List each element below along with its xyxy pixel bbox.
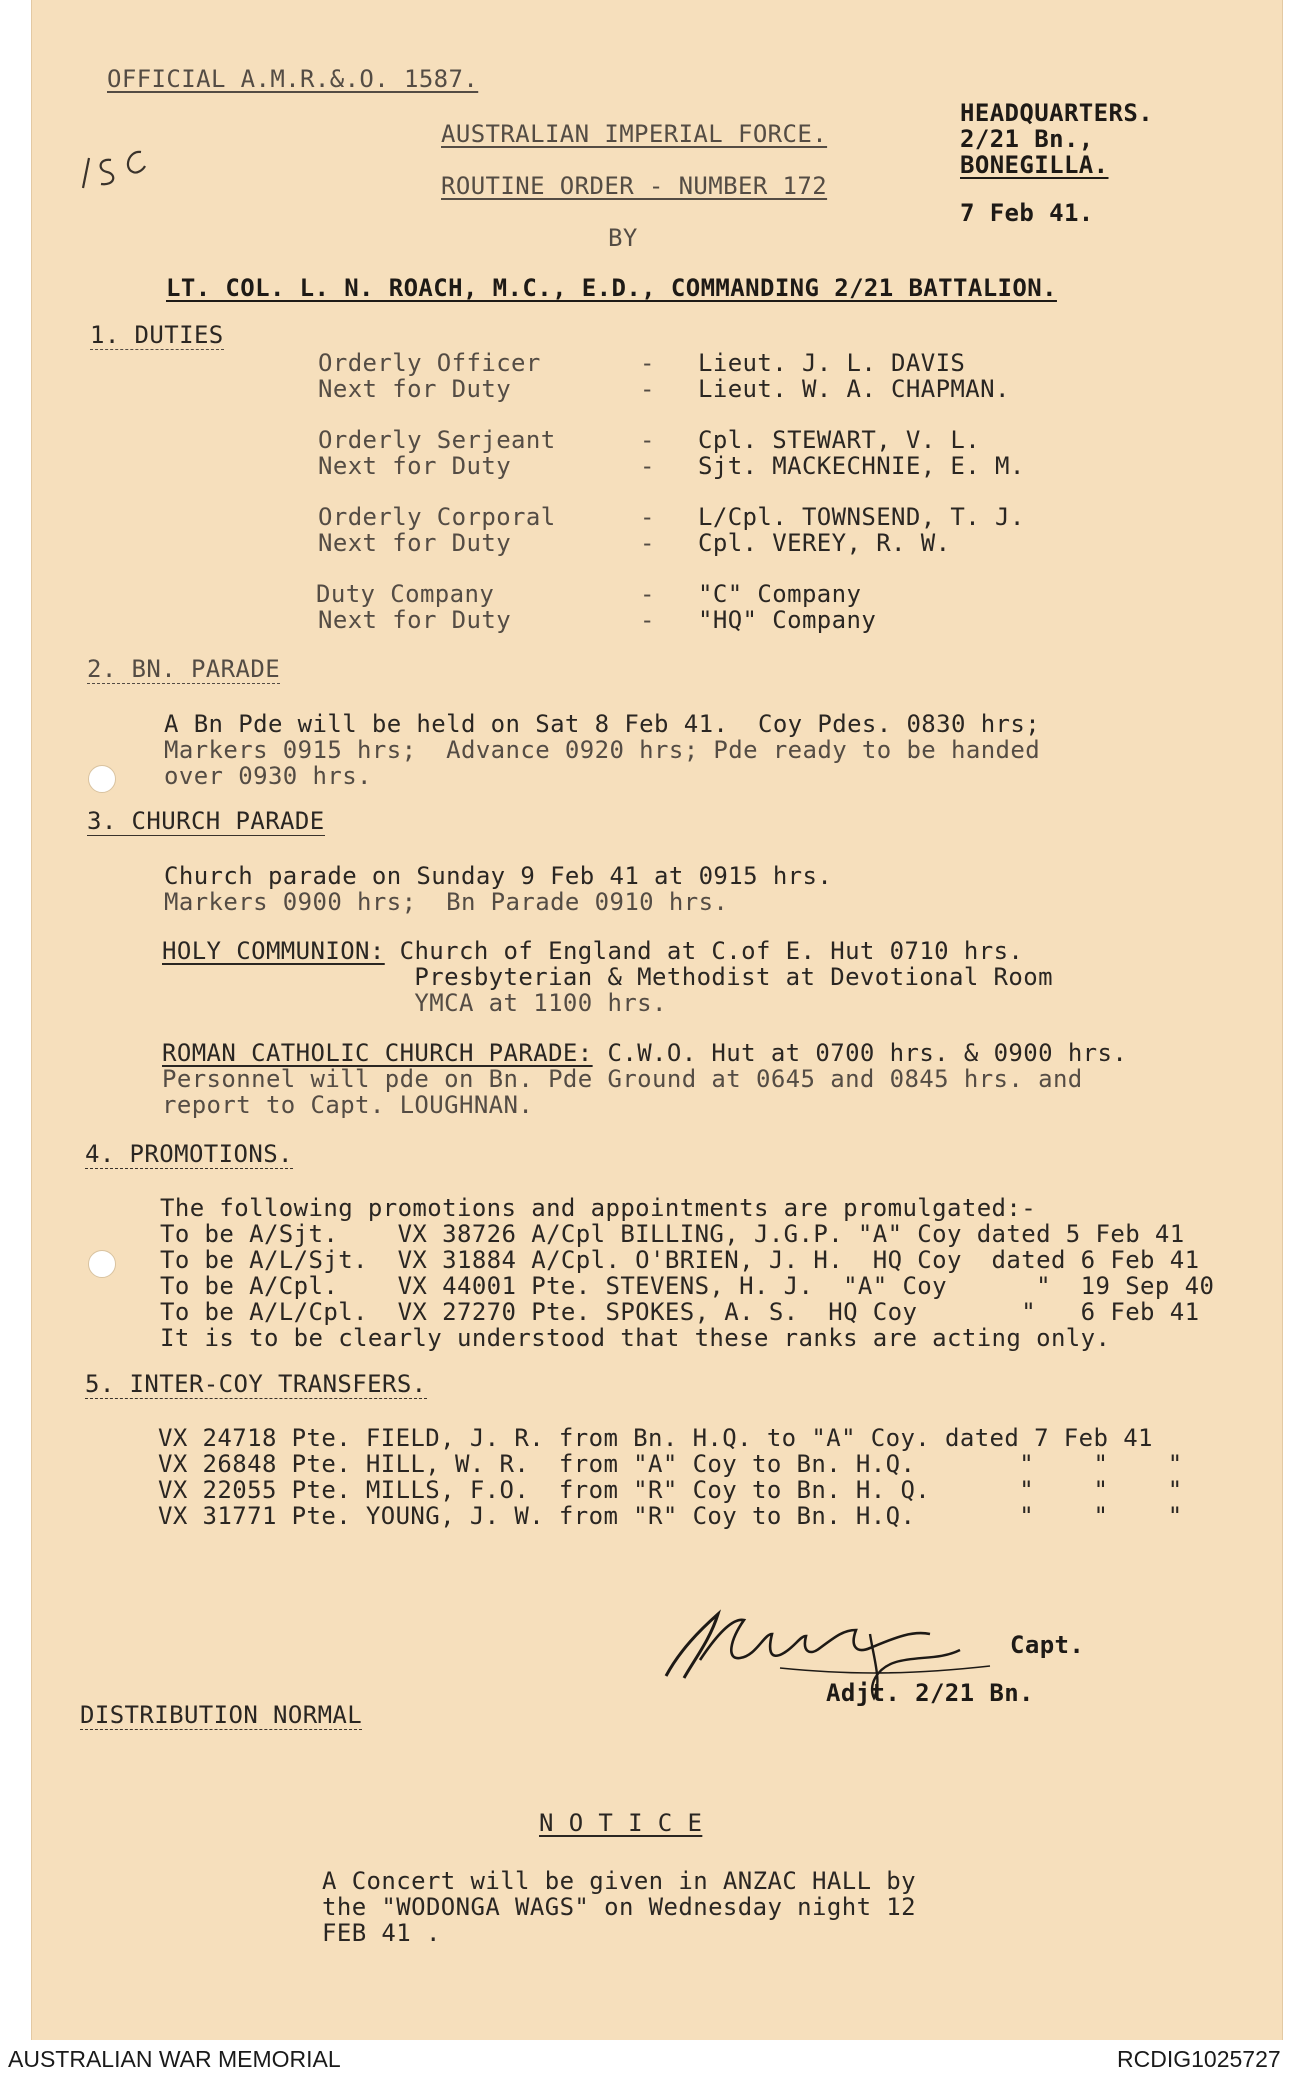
transfer-line: VX 22055 Pte. MILLS, F.O. from "R" Coy to Bn. H. Q. " " " (158, 1476, 1183, 1504)
duty-role: Next for Duty (318, 375, 512, 403)
footer-id: RCDIG1025727 (1117, 2046, 1281, 2072)
duty-role: Next for Duty (318, 606, 512, 634)
rc-parade-line: Personnel will pde on Bn. Pde Ground at 0645 and 0845 hrs. and (162, 1065, 1083, 1093)
duty-name: "HQ" Company (698, 606, 877, 634)
duty-dash: - (640, 580, 655, 608)
duty-role: Next for Duty (318, 529, 512, 557)
duty-dash: - (640, 529, 655, 557)
duties-heading-text: 1. DUTIES (90, 321, 224, 349)
distribution-line (80, 1702, 362, 1728)
promotions-line: To be A/L/Cpl. VX 27270 Pte. SPOKES, A. S. HQ Coy " 6 Feb 41 (160, 1298, 1200, 1326)
signature-rank: Capt. (1010, 1631, 1085, 1659)
duty-dash: - (640, 375, 655, 403)
distribution-text: DISTRIBUTION NORMAL (80, 1701, 363, 1729)
church-parade-line: Markers 0900 hrs; Bn Parade 0910 hrs. (164, 888, 729, 916)
section-promotions-heading (85, 1141, 293, 1167)
rc-parade-line: C.W.O. Hut at 0700 hrs. & 0900 hrs. (592, 1039, 1128, 1067)
punch-hole-lower (88, 1250, 116, 1278)
notice-line: A Concert will be given in ANZAC HALL by (322, 1867, 916, 1895)
duty-name: Lieut. J. L. DAVIS (698, 349, 966, 377)
duty-dash: - (640, 503, 655, 531)
bn-parade-heading-text: 2. BN. PARADE (87, 655, 281, 683)
notice-line: the "WODONGA WAGS" on Wednesday night 12 (322, 1893, 916, 1921)
duty-role: Duty Company (316, 580, 495, 608)
hq-line-1: HEADQUARTERS. (960, 99, 1154, 127)
section-church-parade-heading (87, 808, 325, 834)
by-line: BY (608, 224, 638, 252)
handwritten-margin-mark (75, 138, 155, 198)
holy-communion-line: YMCA at 1100 hrs. (162, 989, 667, 1017)
duty-role: Orderly Officer (318, 349, 541, 377)
svg-text:15c: 15c (75, 138, 77, 139)
promotions-heading-text: 4. PROMOTIONS. (85, 1140, 293, 1168)
duty-role: Next for Duty (318, 452, 512, 480)
promotions-line: The following promotions and appointments are promulgated:- (160, 1194, 1037, 1222)
promotions-line: It is to be clearly understood that these ranks are acting only. (160, 1324, 1111, 1352)
promotions-line: To be A/Sjt. VX 38726 A/Cpl BILLING, J.G.P. "A" Coy dated 5 Feb 41 (160, 1220, 1185, 1248)
notice-line: FEB 41 . (322, 1919, 441, 1947)
duty-dash: - (640, 606, 655, 634)
commanding-officer-line: LT. COL. L. N. ROACH, M.C., E.D., COMMANDING 2/21 BATTALION. (166, 274, 1057, 302)
promotions-line: To be A/Cpl. VX 44001 Pte. STEVENS, H. J. "A" Coy " 19 Sep 40 (160, 1272, 1215, 1300)
duty-name: "C" Company (698, 580, 862, 608)
promotions-line: To be A/L/Sjt. VX 31884 A/Cpl. O'BRIEN, J. H. HQ Coy dated 6 Feb 41 (160, 1246, 1200, 1274)
duty-name: Lieut. W. A. CHAPMAN. (698, 375, 1010, 403)
church-parade-heading-text: 3. CHURCH PARADE (87, 807, 325, 835)
duty-name: L/Cpl. TOWNSEND, T. J. (698, 503, 1025, 531)
order-date: 7 Feb 41. (960, 199, 1094, 227)
duty-role: Orderly Serjeant (318, 426, 556, 454)
bn-parade-line: over 0930 hrs. (164, 762, 372, 790)
punch-hole-upper (88, 765, 116, 793)
holy-communion-line: Church of England at C.of E. Hut 0710 hrs. (384, 937, 1024, 965)
transfer-line: VX 26848 Pte. HILL, W. R. from "A" Coy to Bn. H.Q. " " " (158, 1450, 1183, 1478)
rc-parade-label: ROMAN CATHOLIC CHURCH PARADE: (162, 1039, 593, 1067)
duty-name: Cpl. VEREY, R. W. (698, 529, 951, 557)
duty-dash: - (640, 452, 655, 480)
footer-source: AUSTRALIAN WAR MEMORIAL (8, 2046, 341, 2072)
holy-communion-label: HOLY COMMUNION: (162, 937, 385, 965)
duty-role: Orderly Corporal (318, 503, 556, 531)
bn-parade-line: A Bn Pde will be held on Sat 8 Feb 41. Coy Pdes. 0830 hrs; (164, 710, 1041, 738)
duty-name: Cpl. STEWART, V. L. (698, 426, 981, 454)
hq-line-3: BONEGILLA. (960, 151, 1109, 179)
duty-dash: - (640, 426, 655, 454)
section-transfers-heading (85, 1371, 427, 1397)
section-duties-heading (90, 322, 224, 348)
duty-dash: - (640, 349, 655, 377)
church-parade-line: Church parade on Sunday 9 Feb 41 at 0915 hrs. (164, 862, 833, 890)
rc-parade-line: report to Capt. LOUGHNAN. (162, 1091, 534, 1119)
notice-heading: N O T I C E (539, 1809, 703, 1837)
holy-communion-line: Presbyterian & Methodist at Devotional Room (162, 963, 1053, 991)
rc-parade-block (162, 1040, 1127, 1066)
signature-title: Adjt. 2/21 Bn. (826, 1679, 1034, 1707)
section-bn-parade-heading (87, 656, 280, 682)
order-number: ROUTINE ORDER - NUMBER 172 (441, 172, 828, 200)
holy-communion-block (162, 938, 1023, 964)
official-reference: OFFICIAL A.M.R.&.O. 1587. (107, 65, 479, 93)
document-page (31, 0, 1283, 2040)
duty-name: Sjt. MACKECHNIE, E. M. (698, 452, 1025, 480)
transfer-line: VX 24718 Pte. FIELD, J. R. from Bn. H.Q. to "A" Coy. dated 7 Feb 41 (158, 1424, 1153, 1452)
hq-line-2: 2/21 Bn., (960, 125, 1094, 153)
transfer-line: VX 31771 Pte. YOUNG, J. W. from "R" Coy to Bn. H.Q. " " " (158, 1502, 1183, 1530)
transfers-heading-text: 5. INTER-COY TRANSFERS. (85, 1370, 427, 1398)
force-title: AUSTRALIAN IMPERIAL FORCE. (441, 120, 828, 148)
bn-parade-line: Markers 0915 hrs; Advance 0920 hrs; Pde ready to be handed (164, 736, 1041, 764)
